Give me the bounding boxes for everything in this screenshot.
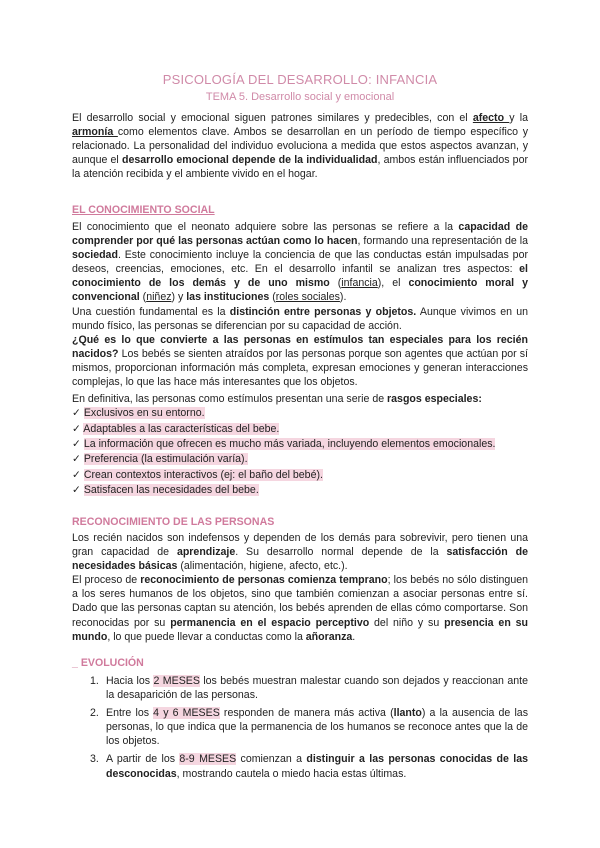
list-item: ✓ Preferencia (la estimulación varía). <box>72 453 248 466</box>
check-icon: ✓ <box>72 468 81 481</box>
section-heading: RECONOCIMIENTO DE LAS PERSONAS <box>72 516 275 528</box>
list-item: 1. Hacia los 2 MESES los bebés muestran malestar cuando son dejados y reaccionan ante la desaparición de las personas. <box>90 675 528 702</box>
list-item: ✓ Satisfacen las necesidades del bebe. <box>72 484 259 497</box>
document-title: PSICOLOGÍA DEL DESARROLLO: INFANCIA <box>162 72 438 87</box>
section-reconocimiento <box>72 515 528 644</box>
paragraph: ¿Qué es lo que convierte a las personas en estímulos tan especiales para los recién nacidos? Los bebés se sienten atraídos por las personas porque son agentes que actúan por sí mismos, proporcionan información más completa, expresan emociones y generan interacciones complejas, lo que las hace más interesantes que los objetos. <box>72 333 528 389</box>
list-item: 3. A partir de los 8-9 MESES comienzan a distinguir a las personas conocidas de las desconocidas, mostrando cautela o miedo hacia estas últimas. <box>90 753 529 780</box>
document-subtitle: TEMA 5. Desarrollo social y emocional <box>205 91 395 103</box>
check-icon: ✓ <box>72 422 81 435</box>
paragraph: El conocimiento que el neonato adquiere sobre las personas se refiere a la capacidad de comprender por qué las personas actúan como lo hacen, formando una representación de la sociedad. Este conocimiento incluye la conciencia de que las conductas están impulsadas por deseos, creencias, emociones, etc. En el desarrollo infantil se analizan tres aspectos: el conocimiento de los demás y de uno mismo (infancia), el conocimiento moral y convencional (niñez) y las instituciones (roles sociales). <box>72 221 528 304</box>
evolution-list <box>72 674 528 781</box>
check-icon: ✓ <box>72 484 81 497</box>
list-item: ✓ Crean contextos interactivos (ej: el baño del bebé). <box>72 468 323 481</box>
paragraph: En definitiva, las personas como estímulos presentan una serie de rasgos especiales: <box>72 393 482 406</box>
check-icon: ✓ <box>72 438 81 451</box>
check-icon: ✓ <box>72 453 81 466</box>
intro-paragraph: El desarrollo social y emocional siguen patrones similares y predecibles, con el afecto y la armonía como elementos clave. Ambos se desarrollan en un período de tiempo específico y relacionado. La personalidad del individuo evoluciona a medida que estos aspectos avanzan, y aunque el desarrollo emocional depende de la individualidad, ambos están influenciados por la atención recibida y el ambiente vivido en el hogar. <box>72 112 528 181</box>
list-item: ✓ La información que ofrecen es mucho más variada, incluyendo elementos emocionales. <box>72 438 496 451</box>
section-evolucion <box>72 656 528 781</box>
list-item: 2. Entre los 4 y 6 MESES responden de manera más activa (llanto) a la ausencia de las personas, lo que indica que la permanencia de los humanos se reconoce antes que la de los objetos. <box>90 707 528 748</box>
list-item: ✓ Adaptables a las características del bebe. <box>72 422 280 435</box>
traits-list <box>72 406 528 498</box>
paragraph: El proceso de reconocimiento de personas comienza temprano; los bebés no sólo distinguen a los seres humanos de los objetos, sino que también comienzan a asociar personas entre sí. Dado que las personas captan su atención, los bebés aprenden de ellas cómo comportarse. Son reconocidas por su permanencia en el espacio perceptivo del niño y su presencia en su mundo, lo que puede llevar a conductas como la añoranza. <box>72 574 529 643</box>
paragraph: Una cuestión fundamental es la distinción entre personas y objetos. Aunque vivimos en un mundo físico, las personas se diferencian por su capacidad de acción. <box>72 305 528 332</box>
check-icon: ✓ <box>72 407 81 420</box>
section-heading: EL CONOCIMIENTO SOCIAL <box>72 204 215 216</box>
section-conocimiento-social <box>72 203 528 499</box>
intro-block <box>72 111 528 181</box>
list-item: ✓ Exclusivos en su entorno. <box>72 407 205 420</box>
paragraph: Los recién nacidos son indefensos y dependen de los demás para sobrevivir, pero tienen una gran capacidad de aprendizaje. Su desarrollo normal depende de la satisfacción de necesidades básicas (alimentación, higiene, afecto, etc.). <box>72 532 528 573</box>
section-heading: _ EVOLUCIÓN <box>72 657 144 669</box>
